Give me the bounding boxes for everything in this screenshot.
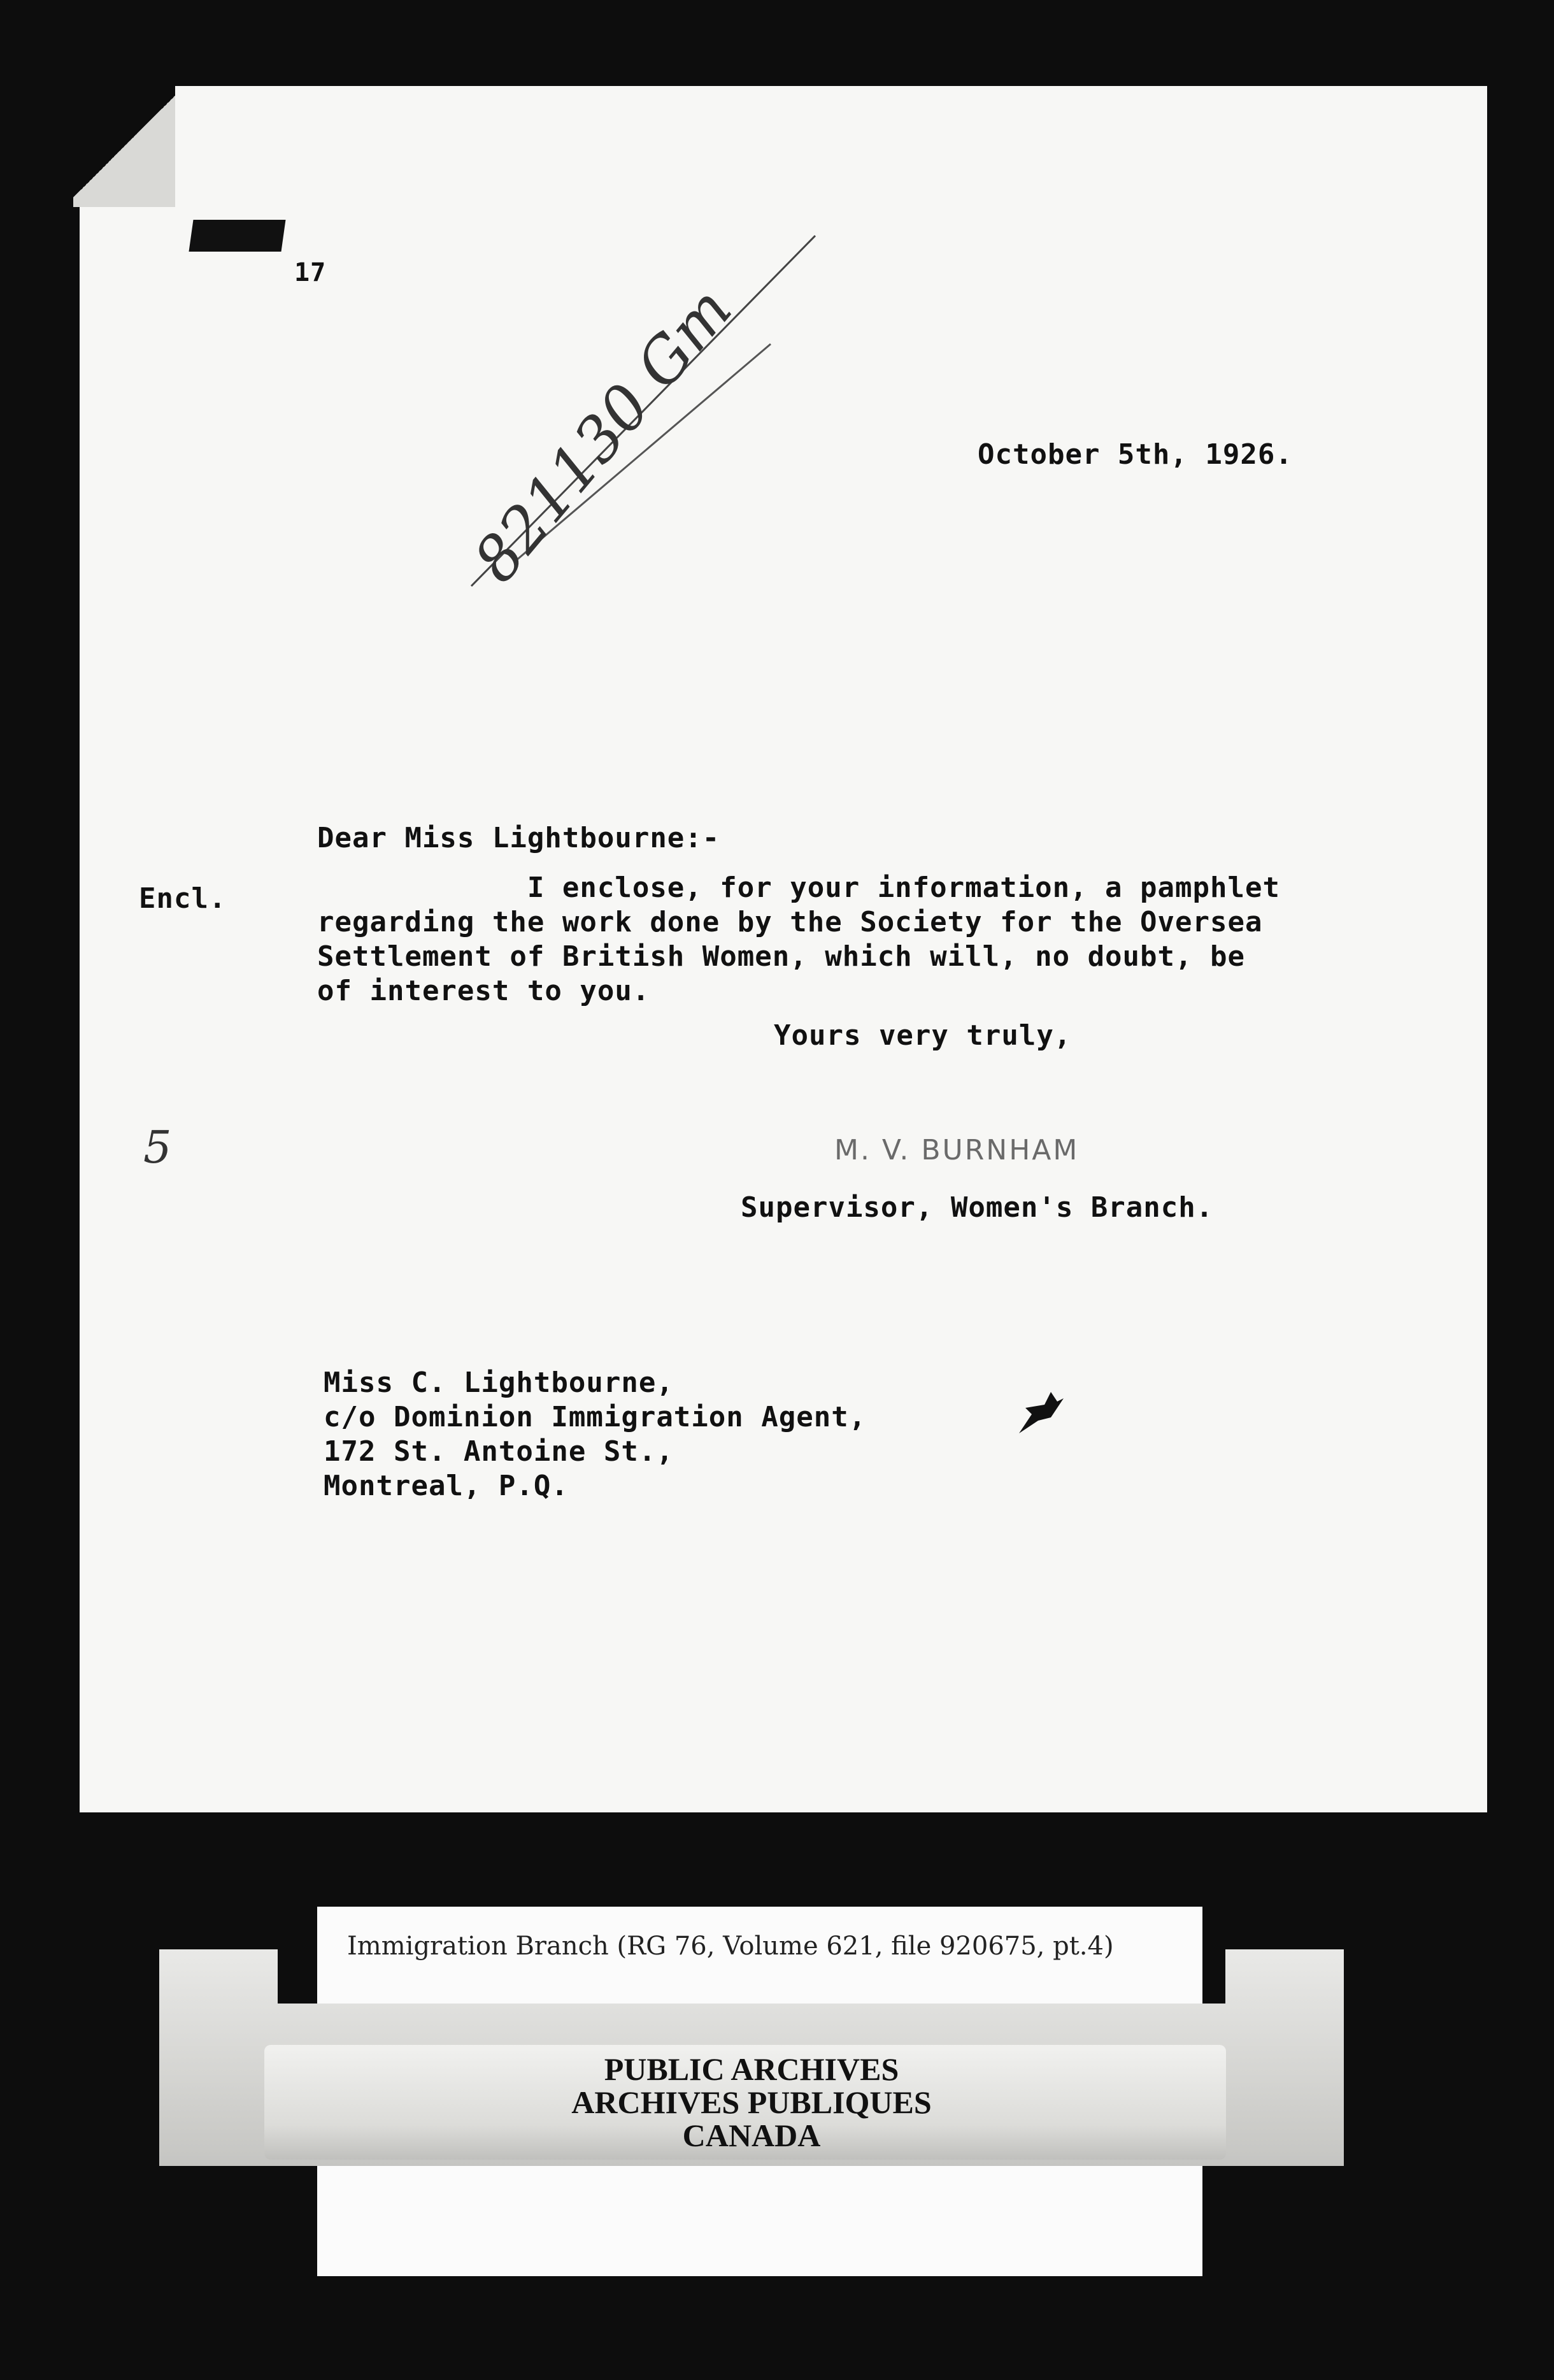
body-line: regarding the work done by the Society for the Oversea xyxy=(317,906,1263,938)
archive-stamp-line: PUBLIC ARCHIVES xyxy=(604,2051,899,2087)
address-line: Montreal, P.Q. xyxy=(324,1470,569,1502)
archive-stamp-line: ARCHIVES PUBLIQUES xyxy=(571,2084,932,2120)
signature-stamp: M. V. BURNHAM xyxy=(834,1134,1080,1166)
body-line: of interest to you. xyxy=(317,975,650,1007)
redaction-blot xyxy=(189,220,285,252)
archive-reference: Immigration Branch (RG 76, Volume 621, file 920675, pt.4) xyxy=(347,1932,1114,1961)
address-line: Miss C. Lightbourne, xyxy=(324,1366,674,1399)
address-line: 172 St. Antoine St., xyxy=(324,1435,674,1468)
address-line: c/o Dominion Immigration Agent, xyxy=(324,1401,867,1433)
ink-blot xyxy=(1013,1389,1070,1440)
margin-handwriting: 5 xyxy=(143,1121,172,1173)
closing: Yours very truly, xyxy=(774,1019,1072,1052)
salutation: Dear Miss Lightbourne:- xyxy=(317,822,720,854)
body-line: Settlement of British Women, which will, no doubt, be xyxy=(317,940,1245,973)
enclosure-note: Encl. xyxy=(139,882,227,915)
signatory-title: Supervisor, Women's Branch. xyxy=(741,1191,1214,1224)
handwritten-file-number xyxy=(459,229,853,599)
folded-corner xyxy=(73,86,175,207)
svg-text:821130 Gm: 821130 Gm xyxy=(459,274,746,596)
letter-date: October 5th, 1926. xyxy=(978,438,1293,471)
archive-stamp-line: CANADA xyxy=(682,2118,821,2153)
corner-mark: 17 xyxy=(294,258,327,287)
archive-stamp xyxy=(484,2053,1019,2152)
body-line: I enclose, for your information, a pamphlet xyxy=(317,871,1280,904)
